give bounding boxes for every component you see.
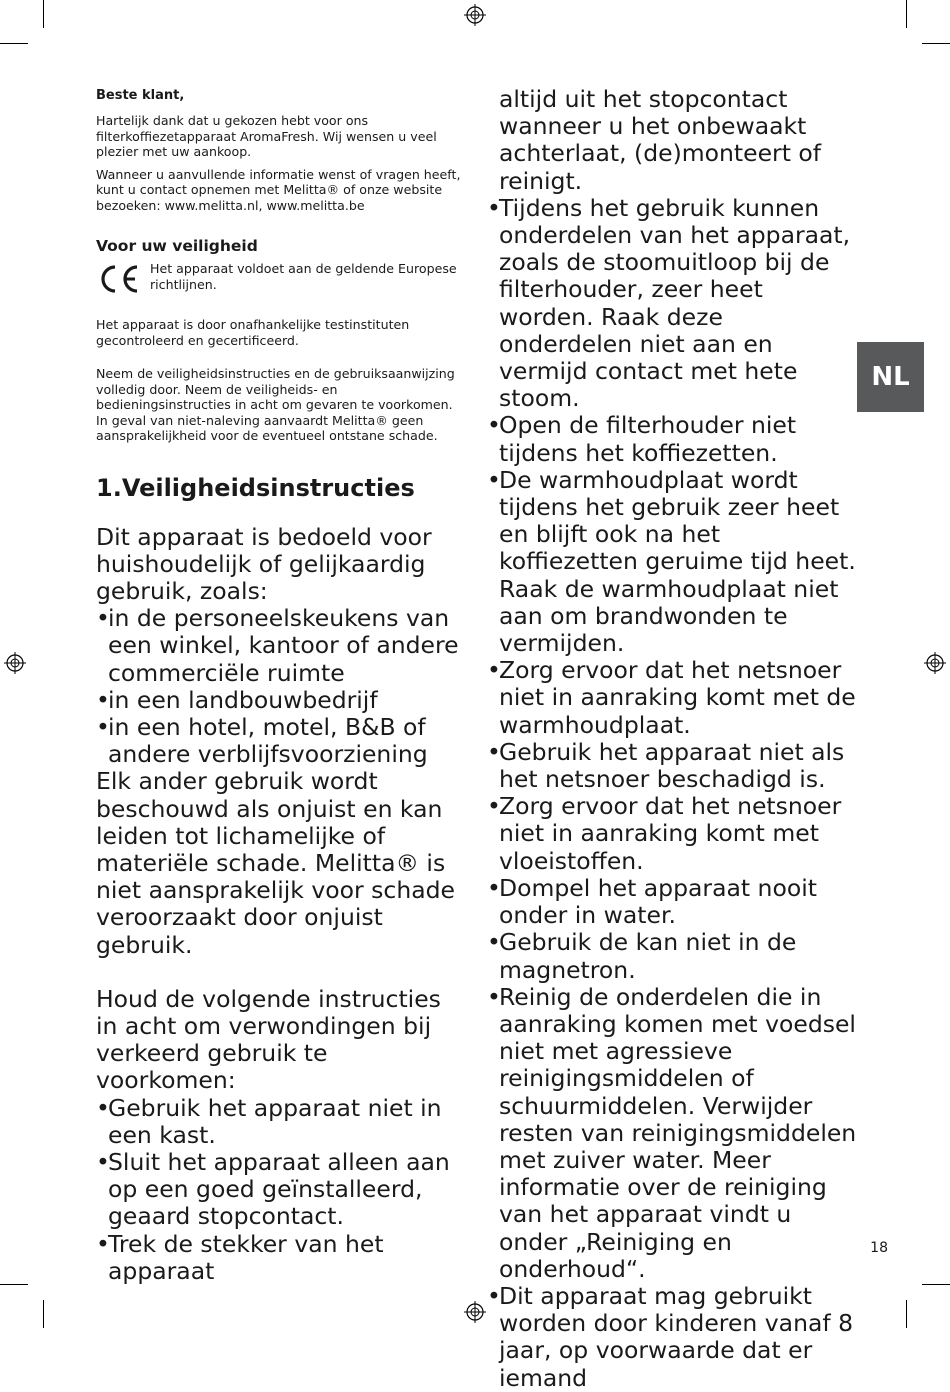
contact-paragraph: Wanneer u aanvullende informatie wenst of vragen heeft, kunt u contact opnemen met Melitta® of onze website bezoeken: www.melitta.nl, www.melitta.be [96,166,461,213]
list-item: • in een hotel, motel, B&B of andere verblijfsvoorziening [96,714,464,768]
crop-mark [922,1284,950,1285]
list-item: • Zorg ervoor dat het netsnoer niet in aanraking komt met vloeistoffen. [487,793,859,875]
tested-paragraph: Het apparaat is door onafhankelijke testinstituten gecontroleerd en gecertificeerd. [96,317,410,348]
use-list [96,605,464,768]
list-item: • Tijdens het gebruik kunnen onderdelen van het apparaat, zoals de stoomuitloop bij de filterhouder, zeer heet worden. Raak deze onderdelen niet aan en vermijd contact met hete stoom. [487,195,859,413]
safety-heading: Voor uw veiligheid [96,237,258,255]
crop-mark [906,0,907,28]
ce-text: Het apparaat voldoet aan de geldende Europese richtlijnen. [150,261,457,292]
language-tab: NL [857,342,924,412]
crop-mark [906,1300,907,1328]
crop-mark [0,43,28,44]
misuse-paragraph: Elk ander gebruik wordt beschouwd als onjuist en kan leiden tot lichamelijke of materiële schade. Melitta® is niet aansprakelijk voor schade veroorzaakt door onjuist gebruik. [96,767,456,959]
ce-notice [96,261,464,295]
list-item: • Trek de stekker van het apparaat [96,1231,464,1285]
crop-mark [922,43,950,44]
instruction-list-left [96,1095,464,1285]
list-item: • Reinig de onderdelen die in aanraking komen met voedsel niet met agressieve reinigingsmiddelen of schuurmiddelen. Verwijder resten van reinigingsmiddelen met zuiver water. Meer informatie over de reiniging van het apparaat vindt u onder „Reiniging en onderhoud“. [487,984,859,1283]
crop-mark [43,0,44,28]
liability-paragraph: Neem de veiligheidsinstructies en de gebruiksaanwijzing volledig door. Neem de veiligheids- en bedieningsinstructies in acht om gevaren te voorkomen. In geval van niet-naleving aanvaardt Melitta® geen aansprakelijkheid voor de eventueel ontstane schade. [96,366,455,443]
list-item: • Sluit het apparaat alleen aan op een goed geïnstalleerd, geaard stopcontact. [96,1149,464,1231]
crop-mark [43,1300,44,1328]
list-item: • Gebruik het apparaat niet in een kast. [96,1095,464,1149]
list-item: • Gebruik het apparaat niet als het netsnoer beschadigd is. [487,739,859,793]
registration-mark-icon [4,652,26,674]
section-title: 1.Veiligheidsinstructies [96,473,415,502]
list-item: • Dit apparaat mag gebruikt worden door kinderen vanaf 8 jaar, op voorwaarde dat er iemand [487,1283,859,1392]
ce-mark-icon [96,263,140,295]
follow-paragraph: Houd de volgende instructies in acht om verwondingen bij verkeerd gebruik te voorkomen: [96,984,441,1095]
continued-paragraph: altijd uit het stopcontact wanneer u het onbewaakt achterlaat, (de)monteert of reinigt. [499,85,822,195]
registration-mark-icon [464,1301,486,1323]
instruction-list-right [487,195,859,1392]
intended-use-paragraph: Dit apparaat is bedoeld voor huishoudelijk of gelijkaardig gebruik, zoals: [96,522,432,605]
list-item: • Open de filterhouder niet tijdens het koffiezetten. [487,412,859,466]
list-item: • Zorg ervoor dat het netsnoer niet in aanraking komt met de warmhoudplaat. [487,657,859,739]
greeting: Beste klant, [96,88,185,103]
left-column [96,88,464,1285]
list-item: • in de personeelskeukens van een winkel, kantoor of andere commerciële ruimte [96,605,464,687]
list-item: • Dompel het apparaat nooit onder in water. [487,875,859,929]
crop-mark [0,1284,28,1285]
registration-mark-icon [924,652,946,674]
registration-mark-icon [464,4,486,26]
right-column [487,86,859,1392]
list-item: • in een landbouwbedrijf [96,687,464,714]
list-item: • Gebruik de kan niet in de magnetron. [487,929,859,983]
thanks-paragraph: Hartelijk dank dat u gekozen hebt voor ons filterkoffiezetapparaat AromaFresh. Wij wensen u veel plezier met uw aankoop. [96,113,437,159]
list-item: • De warmhoudplaat wordt tijdens het gebruik zeer heet en blijft ook na het koffiezetten geruime tijd heet. Raak de warmhoudplaat niet aan om brandwonden te vermijden. [487,467,859,657]
page-number: 18 [870,1240,888,1256]
